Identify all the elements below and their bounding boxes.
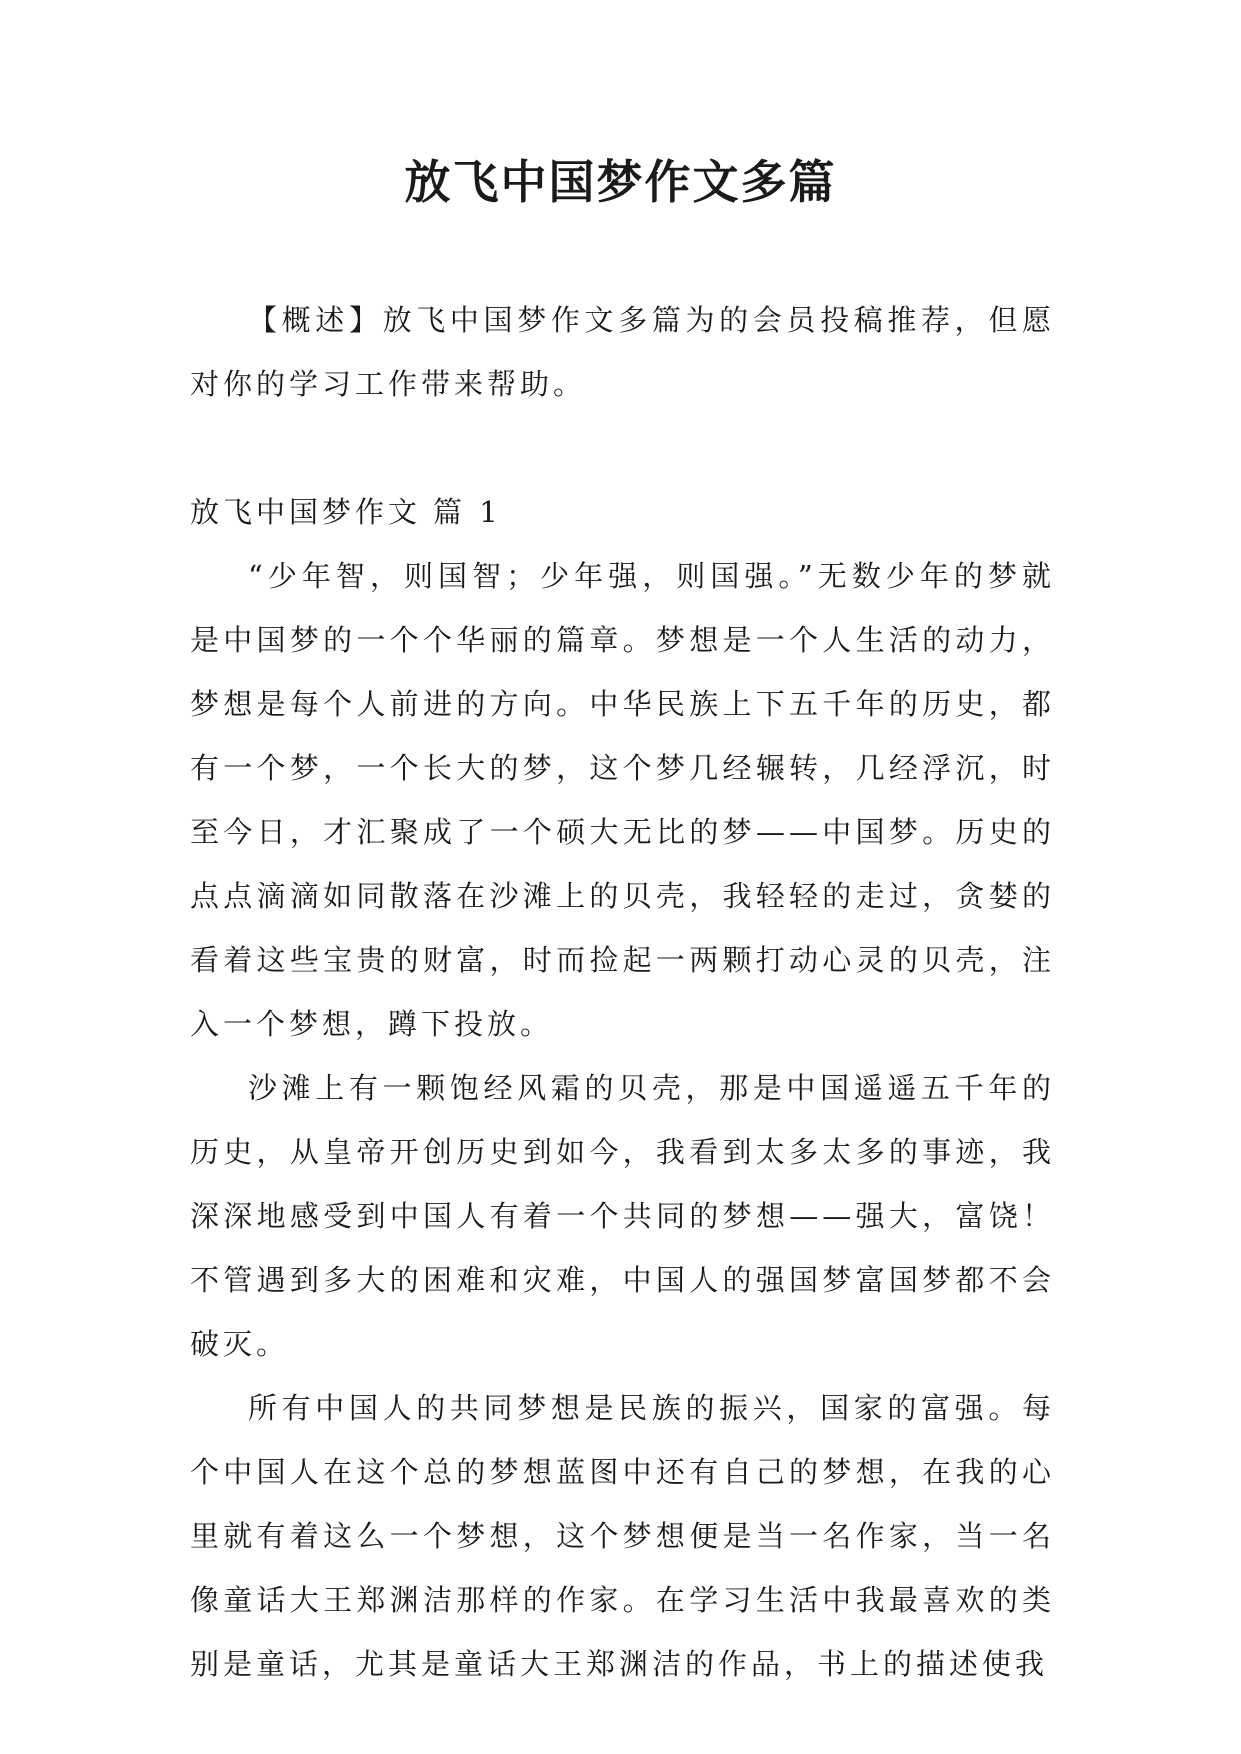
body-paragraph: 沙滩上有一颗饱经风霜的贝壳，那是中国遥遥五千年的历史，从皇帝开创历史到如今，我看到太多太多的事迹，我深深地感受到中国人有着一个共同的梦想——强大，富饶！不管遇到多大的困难和灾难，中国人的强国梦富国梦都不会破灭。 [190,1071,1055,1361]
section-heading-label: 放飞中国梦作文 [190,495,422,529]
section-heading [190,480,1055,544]
summary-paragraph: 【概述】放飞中国梦作文多篇为的会员投稿推荐，但愿对你的学习工作带来帮助。 [190,303,1055,401]
body-paragraph: “少年智，则国智；少年强，则国强。”无数少年的梦就是中国梦的一个个华丽的篇章。梦想是一个人生活的动力，梦想是每个人前进的方向。中华民族上下五千年的历史，都有一个梦，一个长大的梦，这个梦几经辗转，几经浮沉，时至今日，才汇聚成了一个硕大无比的梦——中国梦。历史的点点滴滴如同散落在沙滩上的贝壳，我轻轻的走过，贪婪的看着这些宝贵的财富，时而捡起一两颗打动心灵的贝壳，注入一个梦想，蹲下投放。 [190,559,1055,1041]
document-body [190,288,1055,1696]
document-title: 放飞中国梦作文多篇 [404,155,837,209]
section-heading-number: 篇 1 [433,495,502,529]
body-paragraph: 所有中国人的共同梦想是民族的振兴，国家的富强。每个中国人在这个总的梦想蓝图中还有自己的梦想，在我的心里就有着这么一个梦想，这个梦想便是当一名作家，当一名像童话大王郑渊洁那样的作家。在学习生活中我最喜欢的类别是童话，尤其是童话大王郑渊洁的作品，书上的描述使我 [190,1391,1055,1681]
